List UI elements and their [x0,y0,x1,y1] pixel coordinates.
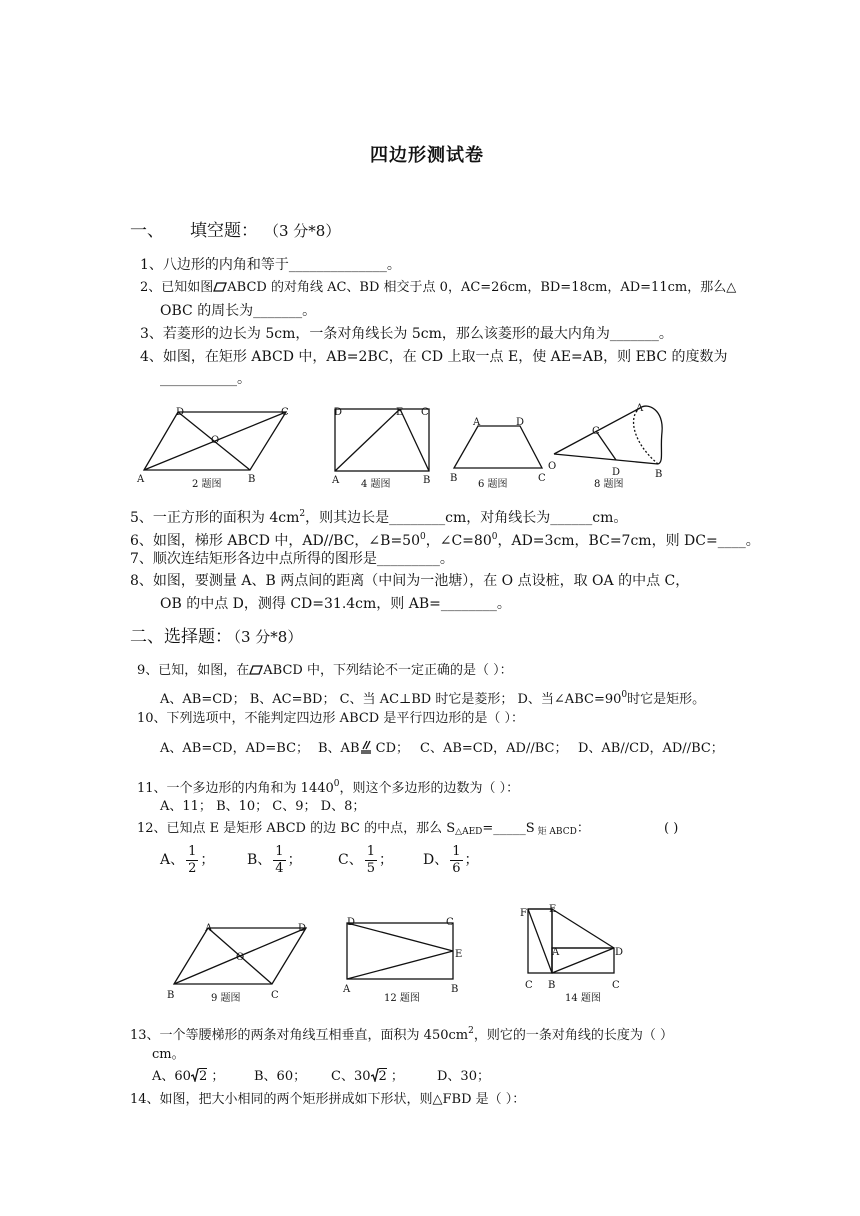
question-13 [130,1022,673,1045]
question-6-mid: ，∠C=80 [425,533,492,549]
fig14-label-f: F [520,908,527,919]
question-8-cont: OB 的中点 D，测得 CD=31.4cm，则 AB=________。 [160,596,511,612]
question-13-cont: cm。 [152,1047,185,1062]
question-13-text: ，则它的一条对角线的长度为（ ） [473,1028,673,1043]
fig4-label-d: D [334,407,343,418]
fig8-label-a: A [636,403,644,414]
option-a-prefix: A、60 [152,1069,191,1084]
fig14-label-c-left: C [525,980,533,991]
fig6-label-c: C [538,473,546,484]
question-6-degree-2: 0 [491,532,498,542]
fig12-label-c: C [446,917,454,928]
section-number: 一、 [130,221,164,241]
question-12-prefix: 12、已知点 E 是矩形 ABCD 的边 BC 的中点，那么 S [137,821,456,836]
fig2-label-o: O [211,435,220,446]
option-a-radicand: 2 [198,1069,208,1084]
fig9-label-a: A [205,923,213,934]
question-12-sub-rect: 矩 ABCD [534,827,577,837]
figure-2-caption: 2 题图 [192,479,222,490]
question-10-option-b-text: CD； [371,741,410,756]
fig12-label-b: B [451,984,459,995]
parallelogram-icon [249,662,263,680]
fig6-label-a: A [473,417,481,428]
fig2-label-c: C [281,407,289,418]
figure-14-rectangles [522,904,622,976]
fig8-label-b: B [655,469,663,480]
question-9-degree: 0 [621,690,628,700]
question-10-option-b-prefix: B、AB [318,741,360,756]
question-6-degree-1: 0 [420,532,426,542]
fig8-label-c: C [592,426,600,437]
question-13-option-c [331,1068,404,1086]
question-4-cont: ___________。 [160,371,251,387]
question-13-option-b: B、60； [254,1069,307,1084]
figure-6-caption: 6 题图 [478,479,508,490]
fraction [273,844,285,877]
fraction-numerator: 1 [275,843,284,859]
fig4-label-a: A [332,475,340,486]
question-10-option-d: D、AB//CD，AD//BC； [578,741,724,756]
fig8-label-o: O [548,461,557,472]
question-9-options-text: A、AB=CD； B、AC=BD； C、当 AC⊥BD 时它是菱形； D、当∠ABC=90 [160,692,622,707]
option-separator: ； [200,852,215,868]
fig9-label-d: D [298,923,307,934]
fig9-label-o: O [236,952,245,963]
question-6-text: ，AD=3cm，BC=7cm，则 DC=____。 [497,533,760,549]
fig12-label-d: D [347,917,356,928]
question-11-text: ，则这个多边形的边数为（ ）： [339,781,520,796]
question-11 [137,775,519,798]
parallelogram-icon [213,279,227,297]
section2-score: （3 分*8） [226,628,303,646]
question-12-colon: ： [576,821,590,836]
fraction-denominator: 2 [188,860,197,876]
question-9-prefix: 9、已知，如图，在 [137,663,250,678]
question-5-text: ，则其边长是________cm，对角线长为______cm。 [305,510,628,526]
question-5-prefix: 5、一正方形的面积为 4cm [130,510,300,526]
section2-heading: 二、选择题： [130,627,232,647]
figure-8-caption: 8 题图 [594,479,624,490]
question-12-option-d [423,842,479,878]
question-12-blank: =_____S [482,821,535,836]
fraction [186,844,198,877]
fraction-denominator: 4 [275,860,284,876]
fig12-label-e: E [455,949,463,960]
fig6-label-b: B [450,473,458,484]
option-c-sep: ； [386,1069,404,1084]
question-12-sub-aed: △AED [455,827,483,837]
fraction-numerator: 1 [188,843,197,859]
question-9 [137,662,513,680]
question-7: 7、顺次连结矩形各边中点所得的图形是_________。 [130,551,454,567]
fig2-label-d: D [176,407,185,418]
question-12-option-b [247,842,302,878]
figure-8-pond [548,402,666,474]
question-10-option-a: A、AB=CD，AD=BC； [160,741,310,756]
fig9-label-c: C [271,990,279,1001]
fig9-label-b: B [167,990,175,1001]
question-8: 8、如图，要测量 A、B 两点间的距离（中间为一池塘），在 O 点设桩，取 OA 的中点 C， [130,573,690,589]
question-3: 3、若菱形的边长为 5cm，一条对角线长为 5cm，那么该菱形的最大内角为_______。 [140,326,673,342]
sqrt-icon [371,1068,379,1086]
fig4-label-b: B [423,475,431,486]
question-6-prefix: 6、如图，梯形 ABCD 中，AD//BC，∠B=50 [130,533,420,549]
fig12-label-a: A [343,984,351,995]
parallel-equal-icon [360,740,372,758]
question-12-option-c [338,842,393,878]
question-13-option-d: D、30； [437,1069,490,1084]
figure-2-parallelogram [130,402,270,482]
question-13-prefix: 13、一个等腰梯形的两条对角线互相垂直，面积为 450cm [130,1028,469,1043]
question-2-cont: OBC 的周长为_______。 [160,303,317,319]
fig14-label-e: E [549,904,557,915]
fig4-label-c: C [421,407,429,418]
figure-6-trapezoid [450,418,550,470]
question-4: 4、如图，在矩形 ABCD 中，AB=2BC，在 CD 上取一点 E，使 AE=AB，则 EBC 的度数为 [140,349,728,365]
fig14-label-c-right: C [612,980,620,991]
fraction [450,844,462,877]
question-9-text: ABCD 中，下列结论不一定正确的是（ ）： [263,663,513,678]
figure-4-caption: 4 题图 [361,479,391,490]
question-2-prefix: 2、已知如图 [140,280,214,295]
option-c-prefix: C、30 [331,1069,371,1084]
figure-9-caption: 9 题图 [211,993,241,1004]
fraction [365,844,377,877]
question-11-options: A、11； B、10； C、9； D、8； [160,799,366,814]
option-separator: ； [379,852,393,868]
fig14-label-a: A [552,947,560,958]
fig2-label-a: A [137,474,145,485]
option-label: D、 [423,852,449,868]
question-14: 14、如图，把大小相同的两个矩形拼成如下形状，则△FBD 是（ ）： [130,1092,526,1107]
option-a-sep: ； [207,1069,225,1084]
question-10-option-c: C、AB=CD，AD//BC； [420,741,568,756]
section-score: （3 分*8） [264,222,341,240]
fraction-numerator: 1 [452,843,461,859]
question-11-prefix: 11、一个多边形的内角和为 1440 [137,781,334,796]
figure-14-caption: 14 题图 [565,993,601,1004]
question-9-options [160,686,705,709]
question-12 [137,820,590,841]
figure-12-caption: 12 题图 [384,993,420,1004]
option-c-radicand: 2 [378,1069,387,1084]
section-heading: 填空题： [190,221,258,241]
question-2-text: ABCD 的对角线 AC、BD 相交于点 0，AC=26cm，BD=18cm，AD=11cm，那么△ [227,280,737,295]
fig8-label-d: D [612,467,621,478]
option-label: A、 [160,852,185,868]
question-5 [130,505,627,527]
fig14-label-b: B [548,980,556,991]
sqrt-icon [191,1068,199,1086]
fig6-label-d: D [516,417,525,428]
question-12-answer-paren: ( ) [664,821,679,836]
question-10: 10、下列选项中，不能判定四边形 ABCD 是平行四边形的是（ ）： [137,711,524,726]
option-label: B、 [247,852,272,868]
question-13-option-a [152,1068,224,1086]
question-5-exponent: 2 [299,509,306,519]
question-2 [140,279,736,297]
fig2-label-b: B [248,474,256,485]
fraction-denominator: 6 [452,860,461,876]
fig14-label-d: D [615,947,624,958]
question-6 [130,528,760,550]
fraction-denominator: 5 [366,860,375,876]
question-9-options-end: 时它是矩形。 [627,692,706,707]
fig4-label-e: E [396,407,404,418]
question-11-degree: 0 [333,779,340,789]
option-label: C、 [338,852,363,868]
question-12-option-a [160,842,214,878]
option-separator: ； [464,852,479,868]
option-separator: ； [287,852,302,868]
figure-12-rectangle [342,918,463,984]
page-title: 四边形测试卷 [370,145,484,166]
fraction-numerator: 1 [366,843,375,859]
question-13-exponent: 2 [468,1026,474,1036]
question-1: 1、八边形的内角和等于______________。 [140,257,401,273]
question-10-option-b [318,740,409,758]
